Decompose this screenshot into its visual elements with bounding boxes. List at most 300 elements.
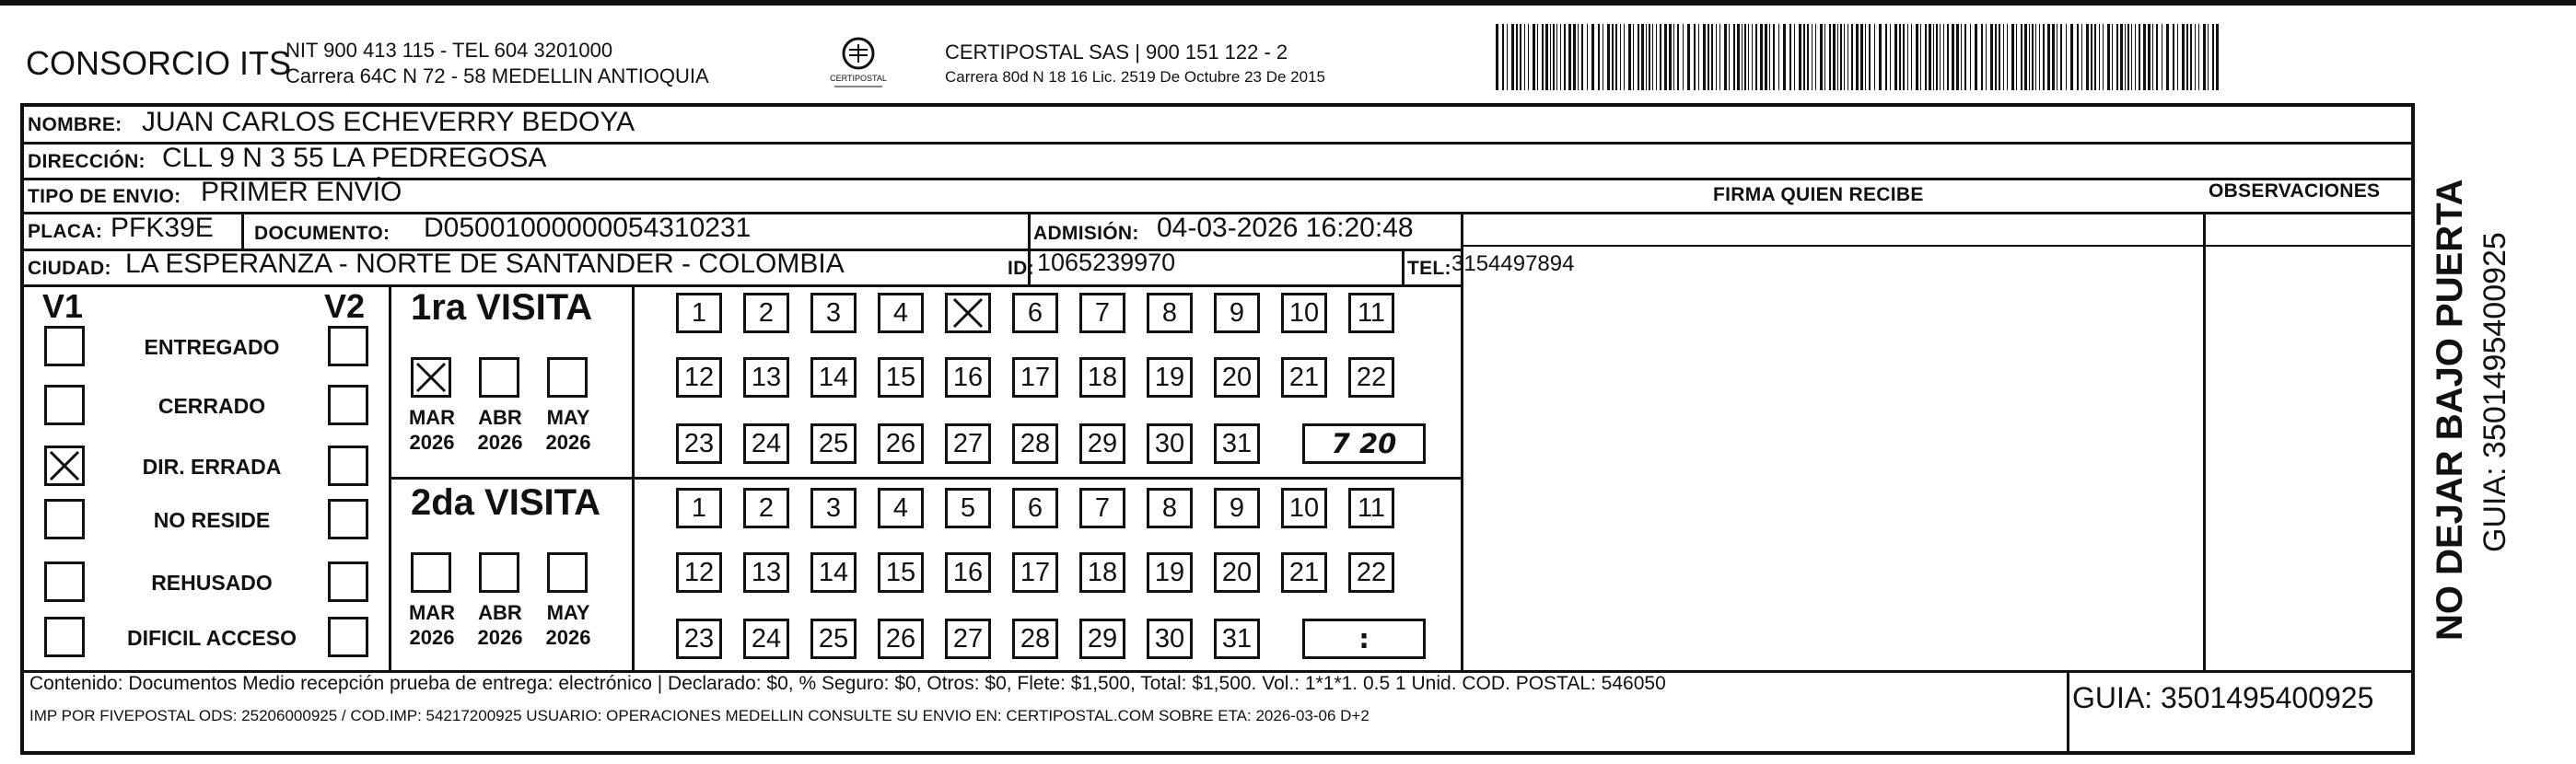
day-box[interactable]: 26 <box>878 423 924 464</box>
day-box[interactable]: 1 <box>676 488 722 528</box>
barcode-bar <box>1708 24 1709 90</box>
month-checkbox[interactable] <box>547 552 588 593</box>
day-box[interactable]: 19 <box>1147 357 1193 398</box>
barcode-bar <box>1844 24 1845 90</box>
footer-guia: GUIA: 3501495400925 <box>2072 681 2374 714</box>
barcode-bar <box>1778 24 1779 90</box>
month-year: 2026 <box>477 431 523 454</box>
barcode-bar <box>2120 24 2123 90</box>
barcode-bar <box>2135 24 2136 90</box>
month-name: MAR <box>408 601 456 624</box>
day-box[interactable]: 17 <box>1012 357 1058 398</box>
v1-checkbox[interactable] <box>44 561 85 602</box>
day-box[interactable]: 11 <box>1348 293 1394 333</box>
v1-header: V1 <box>42 287 84 325</box>
month-name: ABR <box>478 406 522 429</box>
barcode-bar <box>1553 24 1555 90</box>
barcode-bar <box>2107 24 2110 90</box>
barcode-bar <box>1560 24 1561 90</box>
barcode-bar <box>1911 24 1912 90</box>
barcode-bar <box>2060 24 2062 90</box>
status-option-label: DIFICIL ACCESO <box>126 626 297 650</box>
day-box[interactable]: 8 <box>1147 488 1193 528</box>
barcode-bar <box>2035 24 2036 90</box>
day-box[interactable]: 3 <box>810 293 857 333</box>
barcode-bar <box>2173 24 2174 90</box>
month-name: ABR <box>478 601 522 624</box>
ciudad-value: LA ESPERANZA - NORTE DE SANTANDER - COLOMBIA <box>125 249 845 279</box>
barcode-bar <box>1556 24 1557 90</box>
company-nit: NIT 900 413 115 - TEL 604 3201000 <box>286 39 613 62</box>
barcode-bar <box>2039 24 2040 90</box>
barcode-bar <box>1742 24 1743 90</box>
svg-text:CERTIPOSTAL: CERTIPOSTAL <box>830 74 887 83</box>
v2-checkbox[interactable] <box>328 561 368 602</box>
barcode-bar <box>2024 24 2027 90</box>
v2-checkbox[interactable] <box>328 326 368 366</box>
barcode-bar <box>1947 24 1949 90</box>
barcode-bar <box>1812 24 1813 90</box>
barcode-bar <box>1907 24 1908 90</box>
barcode-bar <box>1943 24 1944 90</box>
barcode-bar <box>1803 24 1805 90</box>
barcode-bar <box>1524 24 1525 90</box>
barcode-bar <box>2182 24 2185 90</box>
barcode-bar <box>1769 24 1770 90</box>
barcode-bar <box>2152 24 2153 90</box>
nombre-label: NOMBRE: <box>28 114 122 135</box>
month-label <box>536 405 600 455</box>
v2-checkbox[interactable] <box>328 617 368 657</box>
barcode-bar <box>2077 24 2079 90</box>
day-box[interactable]: 31 <box>1214 619 1260 659</box>
day-box[interactable]: 7 <box>1079 488 1125 528</box>
barcode-bar <box>2094 24 2096 90</box>
barcode-bar <box>1564 24 1566 90</box>
month-name: MAY <box>546 601 590 624</box>
barcode-bar <box>1833 24 1836 90</box>
barcode-bar <box>1847 24 1848 90</box>
barcode-bar <box>2066 24 2067 90</box>
barcode-bar <box>1755 24 1757 90</box>
status-option-label: REHUSADO <box>151 571 273 595</box>
day-box[interactable]: 13 <box>743 357 789 398</box>
day-box[interactable]: 15 <box>878 552 924 593</box>
barcode-bar <box>2070 24 2073 90</box>
month-year: 2026 <box>409 626 455 649</box>
day-box[interactable]: 27 <box>945 619 991 659</box>
barcode-bar <box>1964 24 1966 90</box>
v2-checkbox[interactable] <box>328 499 368 539</box>
barcode-bar <box>2156 24 2158 90</box>
day-box[interactable]: 12 <box>676 357 722 398</box>
barcode-bar <box>1598 24 1600 90</box>
barcode-bar <box>1865 24 1866 90</box>
barcode-bar <box>1820 24 1823 90</box>
barcode-bar <box>1652 24 1653 90</box>
barcode-bar <box>2166 24 2169 90</box>
barcode-bar <box>1687 24 1690 90</box>
day-box[interactable]: 1 <box>676 293 722 333</box>
day-box[interactable]: 22 <box>1348 357 1394 398</box>
day-box[interactable]: 7 <box>1079 293 1125 333</box>
v2-checkbox[interactable] <box>328 446 368 486</box>
side-guia-text: GUIA: 3501495400925 <box>2477 232 2512 552</box>
barcode-bar <box>1545 24 1548 90</box>
tel-value: 3154497894 <box>1451 251 1575 276</box>
barcode-bar <box>1840 24 1842 90</box>
barcode-bar <box>1516 24 1518 90</box>
day-box[interactable]: 27 <box>945 423 991 464</box>
barcode-bar <box>1925 24 1927 90</box>
barcode-bar <box>1799 24 1801 90</box>
barcode-bar <box>1615 24 1617 90</box>
day-box[interactable]: 26 <box>878 619 924 659</box>
barcode-bar <box>1975 24 1977 90</box>
v1-checkbox[interactable] <box>44 446 85 486</box>
certipostal-logo <box>814 33 903 92</box>
barcode-bar <box>1773 24 1775 90</box>
footer-content-line: Contenido: Documentos Medio recepción prueba de entrega: electrónico | Declarado: $0, % Seguro: $0, Otros: $0, Flete: $1,500, Total: $1,500. Vol.: 1*1*1. 0.5 1 Unid. COD. POSTAL: 546050 <box>29 673 1666 694</box>
day-box[interactable]: 3 <box>810 488 857 528</box>
barcode-bar <box>2011 24 2014 90</box>
barcode-bar <box>1856 24 1859 90</box>
barcode-bar <box>2047 24 2050 90</box>
day-box[interactable]: 22 <box>1348 552 1394 593</box>
time-box[interactable]: : <box>1302 619 1426 659</box>
barcode-bar <box>1851 24 1853 90</box>
month-checkbox[interactable] <box>411 552 451 593</box>
day-box[interactable]: 8 <box>1147 293 1193 333</box>
barcode-bar <box>1669 24 1672 90</box>
time-box[interactable]: 7 20 <box>1302 423 1426 464</box>
placa-label: PLACA: <box>28 221 103 242</box>
direccion-value: CLL 9 N 3 55 LA PEDREGOSA <box>162 143 547 173</box>
barcode-bar <box>1956 24 1959 90</box>
barcode-bar <box>2103 24 2104 90</box>
v2-header: V2 <box>324 287 366 325</box>
day-box[interactable]: 16 <box>945 552 991 593</box>
id-value: 1065239970 <box>1037 249 1176 276</box>
day-box[interactable]: 4 <box>878 293 924 333</box>
barcode-bar <box>1729 24 1730 90</box>
barcode-bar <box>1933 24 1934 90</box>
admision-label: ADMISIÓN: <box>1033 223 1139 244</box>
barcode-bar <box>1673 24 1674 90</box>
day-box[interactable] <box>945 293 991 333</box>
v1-checkbox[interactable] <box>44 617 85 657</box>
day-box[interactable]: 23 <box>676 423 722 464</box>
day-box[interactable]: 28 <box>1012 619 1058 659</box>
day-box[interactable]: 20 <box>1214 552 1260 593</box>
barcode-bar <box>1591 24 1594 90</box>
barcode-bar <box>1587 24 1588 90</box>
day-box[interactable]: 20 <box>1214 357 1260 398</box>
barcode-bar <box>1760 24 1763 90</box>
barcode-bar <box>1990 24 1993 90</box>
barcode-bar <box>2208 24 2209 90</box>
day-box[interactable]: 30 <box>1147 423 1193 464</box>
day-box[interactable]: 15 <box>878 357 924 398</box>
day-box[interactable]: 19 <box>1147 552 1193 593</box>
barcode-bar <box>1894 24 1897 90</box>
barcode-bar <box>1794 24 1795 90</box>
day-box[interactable]: 29 <box>1079 423 1125 464</box>
day-box[interactable]: 16 <box>945 357 991 398</box>
day-box[interactable]: 6 <box>1012 293 1058 333</box>
barcode-bar <box>1903 24 1905 90</box>
barcode-bar <box>1961 24 1962 90</box>
day-box[interactable]: 23 <box>676 619 722 659</box>
observaciones-label: OBSERVACIONES <box>2209 180 2381 202</box>
status-option-label: ENTREGADO <box>144 335 280 359</box>
barcode-bar <box>1581 24 1583 90</box>
barcode-bar <box>1656 24 1657 90</box>
day-box[interactable]: 31 <box>1214 423 1260 464</box>
barcode-bar <box>2099 24 2100 90</box>
barcode-bar <box>1829 24 1831 90</box>
v1-checkbox[interactable] <box>44 499 85 539</box>
barcode-bar <box>2032 24 2034 90</box>
barcode-bar <box>1837 24 1838 90</box>
day-box[interactable]: 30 <box>1147 619 1193 659</box>
barcode-bar <box>1999 24 2000 90</box>
barcode-bar <box>1520 24 1521 90</box>
barcode-bar <box>1890 24 1891 90</box>
barcode-bar <box>2081 24 2082 90</box>
status-option-label: NO RESIDE <box>153 508 271 532</box>
barcode-bar <box>2139 24 2140 90</box>
barcode-bar <box>1807 24 1809 90</box>
day-box[interactable]: 25 <box>810 619 857 659</box>
barcode-bar <box>1507 24 1508 90</box>
v1-checkbox[interactable] <box>44 326 85 366</box>
barcode-bar <box>1815 24 1816 90</box>
tel-label: TEL: <box>1407 258 1451 279</box>
v2-checkbox[interactable] <box>328 385 368 425</box>
barcode-bar <box>2007 24 2008 90</box>
company-address: Carrera 64C N 72 - 58 MEDELLIN ANTIOQUIA <box>286 64 709 87</box>
status-option-label: DIR. ERRADA <box>142 455 282 479</box>
barcode-bar <box>2091 24 2092 90</box>
barcode-bar <box>1624 24 1625 90</box>
month-label <box>468 405 532 455</box>
day-box[interactable]: 18 <box>1079 357 1125 398</box>
day-box[interactable]: 14 <box>810 552 857 593</box>
day-box[interactable]: 14 <box>810 357 857 398</box>
id-label: ID: <box>1008 258 1034 279</box>
barcode-bar <box>1869 24 1871 90</box>
barcode-bar <box>2131 24 2132 90</box>
barcode-bar <box>2203 24 2206 90</box>
barcode-bar <box>1703 24 1706 90</box>
barcode-bar <box>1528 24 1529 90</box>
barcode-bar <box>1711 24 1713 90</box>
barcode-bar <box>1765 24 1767 90</box>
month-name: MAY <box>546 406 590 429</box>
carrier-license: Carrera 80d N 18 16 Lic. 2519 De Octubre 23 De 2015 <box>945 68 1325 86</box>
barcode-bar <box>1641 24 1644 90</box>
documento-label: DOCUMENTO: <box>254 223 390 244</box>
barcode-bar <box>1940 24 1941 90</box>
barcode-bar <box>1970 24 1971 90</box>
barcode-bar <box>1568 24 1571 90</box>
barcode-bar <box>1824 24 1825 90</box>
barcode-bar <box>2177 24 2178 90</box>
day-box[interactable]: 9 <box>1214 488 1260 528</box>
barcode-bar <box>1677 24 1679 90</box>
day-box[interactable]: 2 <box>743 293 789 333</box>
day-box[interactable]: 11 <box>1348 488 1394 528</box>
month-checkbox[interactable] <box>547 357 588 398</box>
barcode-bar <box>1607 24 1610 90</box>
barcode-bar <box>1716 24 1717 90</box>
month-checkbox[interactable] <box>479 552 519 593</box>
barcode-bar <box>2043 24 2045 90</box>
barcode-bar <box>2212 24 2214 90</box>
visit-title: 1ra VISITA <box>411 287 593 328</box>
barcode-bar <box>1537 24 1538 90</box>
day-box[interactable]: 25 <box>810 423 857 464</box>
barcode-bar <box>1952 24 1954 90</box>
barcode-bar <box>1578 24 1579 90</box>
barcode-bar <box>1698 24 1699 90</box>
barcode-bar <box>2116 24 2118 90</box>
direccion-label: DIRECCIÓN: <box>28 151 146 172</box>
barcode-bar <box>1646 24 1647 90</box>
v1-checkbox[interactable] <box>44 385 85 425</box>
barcode-bar <box>2198 24 2199 90</box>
barcode-bar <box>2112 24 2113 90</box>
barcode-bar <box>1733 24 1735 90</box>
side-warning <box>2430 179 2471 641</box>
barcode-bar <box>1879 24 1882 90</box>
barcode-bar <box>1986 24 1987 90</box>
barcode-bar <box>1737 24 1740 90</box>
barcode-bar <box>1929 24 1931 90</box>
day-box[interactable]: 13 <box>743 552 789 593</box>
month-year: 2026 <box>409 431 455 454</box>
barcode-bar <box>1899 24 1901 90</box>
barcode-bar <box>2186 24 2188 90</box>
month-checkbox[interactable] <box>479 357 519 398</box>
barcode-bar <box>2125 24 2126 90</box>
day-box[interactable]: 5 <box>945 488 991 528</box>
barcode-bar <box>1789 24 1791 90</box>
barcode-bar <box>1744 24 1746 90</box>
day-box[interactable]: 6 <box>1012 488 1058 528</box>
day-box[interactable]: 12 <box>676 552 722 593</box>
barcode-bar <box>1550 24 1551 90</box>
month-name: MAR <box>408 406 456 429</box>
day-box[interactable]: 28 <box>1012 423 1058 464</box>
day-box[interactable]: 4 <box>878 488 924 528</box>
barcode-bar <box>2016 24 2017 90</box>
placa-value: PFK39E <box>111 213 214 243</box>
barcode-bar <box>1496 24 1498 90</box>
nombre-value: JUAN CARLOS ECHEVERRY BEDOYA <box>142 107 635 137</box>
barcode-bar <box>1748 24 1749 90</box>
barcode-bar <box>2052 24 2055 90</box>
month-label <box>400 600 464 650</box>
barcode-bar <box>1628 24 1631 90</box>
firma-label: FIRMA QUIEN RECIBE <box>1713 184 1924 205</box>
day-box[interactable]: 10 <box>1281 488 1327 528</box>
day-box[interactable]: 24 <box>743 423 789 464</box>
barcode-bar <box>1783 24 1786 90</box>
barcode-bar <box>1533 24 1535 90</box>
day-box[interactable]: 17 <box>1012 552 1058 593</box>
barcode-bar <box>1885 24 1887 90</box>
day-box[interactable]: 24 <box>743 619 789 659</box>
barcode-bar <box>1612 24 1614 90</box>
day-box[interactable]: 29 <box>1079 619 1125 659</box>
barcode-bar <box>2021 24 2022 90</box>
barcode-bar <box>2086 24 2089 90</box>
barcode-bar <box>1683 24 1684 90</box>
barcode-bar <box>1719 24 1720 90</box>
barcode-bar <box>2127 24 2129 90</box>
barcode-bar <box>1752 24 1753 90</box>
month-checkbox[interactable] <box>411 357 451 398</box>
admision-value: 04-03-2026 16:20:48 <box>1157 213 1414 243</box>
day-box[interactable]: 21 <box>1281 357 1327 398</box>
barcode-bar <box>2195 24 2196 90</box>
barcode-bar <box>1916 24 1918 90</box>
barcode-bar <box>1542 24 1544 90</box>
barcode-bar <box>2029 24 2030 90</box>
barcode-bar <box>1511 24 1514 90</box>
barcode-bar <box>2143 24 2146 90</box>
company-name: CONSORCIO ITS <box>26 44 292 82</box>
barcode-bar <box>1638 24 1639 90</box>
barcode-bar <box>2190 24 2192 90</box>
documento-value: D05001000000054310231 <box>424 213 752 243</box>
tipo-envio-value: PRIMER ENVÍO <box>201 177 402 207</box>
day-box[interactable]: 9 <box>1214 293 1260 333</box>
visit-title: 2da VISITA <box>411 482 600 523</box>
side-guia <box>2477 232 2513 552</box>
month-year: 2026 <box>545 431 591 454</box>
barcode-bar <box>1502 24 1504 90</box>
day-box[interactable]: 2 <box>743 488 789 528</box>
barcode-bar <box>1724 24 1727 90</box>
barcode <box>1496 24 2223 90</box>
month-year: 2026 <box>477 626 523 649</box>
barcode-bar <box>1874 24 1875 90</box>
barcode-bar <box>2003 24 2004 90</box>
footer-print-line: IMP POR FIVEPOSTAL ODS: 25206000925 / COD.IMP: 54217200925 USUARIO: OPERACIONES MEDELLIN CONSULTE SU ENVIO EN: CERTIPOSTAL.COM SOBRE ETA: 2026-03-06 D+2 <box>29 707 1370 724</box>
barcode-bar <box>2216 24 2219 90</box>
barcode-bar <box>1573 24 1576 90</box>
month-label <box>468 600 532 650</box>
day-box[interactable]: 21 <box>1281 552 1327 593</box>
barcode-bar <box>1860 24 1863 90</box>
day-box[interactable]: 18 <box>1079 552 1125 593</box>
day-box[interactable]: 10 <box>1281 293 1327 333</box>
barcode-bar <box>1995 24 1997 90</box>
side-warning-text: NO DEJAR BAJO PUERTA <box>2430 179 2470 641</box>
barcode-bar <box>2148 24 2151 90</box>
barcode-bar <box>1664 24 1667 90</box>
month-label <box>400 405 464 455</box>
barcode-bar <box>1920 24 1921 90</box>
barcode-bar <box>1694 24 1696 90</box>
month-label <box>536 600 600 650</box>
barcode-bar <box>1660 24 1661 90</box>
tipo-envio-label: TIPO DE ENVIO: <box>28 186 181 207</box>
month-year: 2026 <box>545 626 591 649</box>
